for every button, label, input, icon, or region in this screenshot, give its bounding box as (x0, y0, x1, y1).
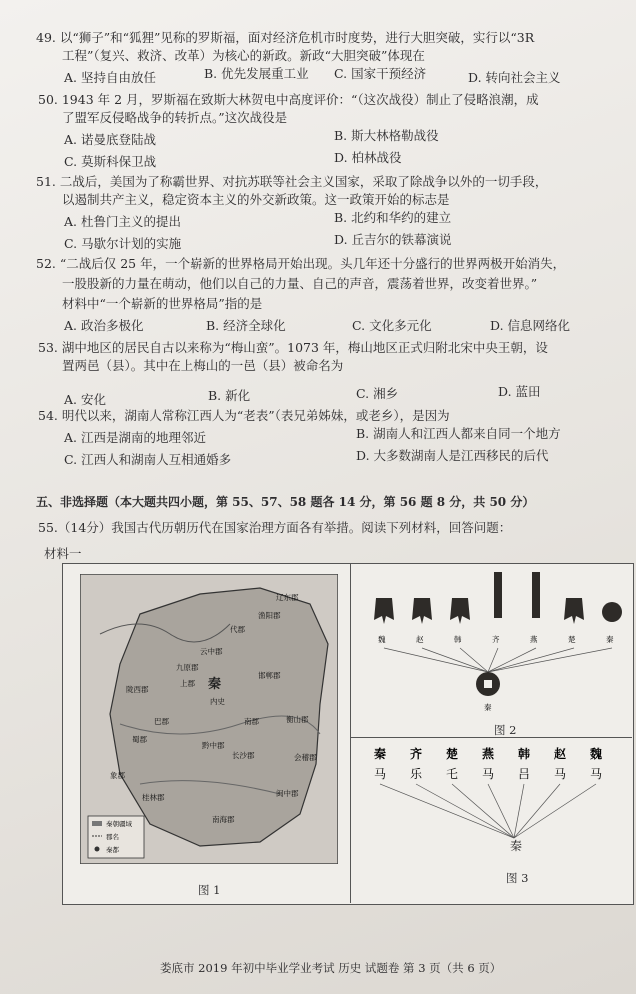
q49-option-a: A. 坚持自由放任 (64, 70, 156, 85)
legend-item-1: 秦朝疆域 (106, 820, 132, 828)
script-glyph: 马 (482, 767, 495, 781)
script-state-label: 赵 (554, 747, 567, 761)
q50-option-b: B. 斯大林格勒战役 (334, 128, 439, 143)
q50-stem-line1: 50. 1943 年 2 月，罗斯福在致斯大林贺电中高度评价：“（这次战役）制止了侵略浪潮，成 (38, 92, 539, 107)
map-label: 桂林郡 (142, 793, 165, 802)
script-state-label: 楚 (446, 747, 459, 761)
coin-state-label: 魏 (378, 635, 386, 644)
map-label: 会稽郡 (294, 753, 317, 762)
q50-option-d: D. 柏林战役 (334, 150, 402, 165)
q51-stem-line2: 以遏制共产主义，稳定资本主义的外交新政策。这一政策开始的标志是 (62, 192, 450, 207)
q50-stem-line2: 了盟军反侵略战争的转折点。”这次战役是 (62, 110, 288, 125)
q52-option-a: A. 政治多极化 (64, 318, 144, 333)
map-center-label: 秦 (208, 677, 222, 692)
script-glyph: 吕 (518, 767, 531, 781)
coin-state-label: 楚 (568, 635, 576, 644)
script-connector (416, 784, 514, 838)
script-glyph: 马 (374, 767, 387, 781)
map-label: 黔中郡 (202, 741, 225, 750)
q49-option-b: B. 优先发展重工业 (204, 66, 309, 81)
script-bottom-label: 秦 (510, 839, 523, 853)
map-label: 云中郡 (200, 647, 223, 656)
q49-option-c: C. 国家干预经济 (334, 66, 427, 81)
map-label: 象郡 (110, 771, 125, 780)
coin-shape (450, 598, 470, 624)
q49-stem-line1: 49. 以“狮子”和“狐狸”见称的罗斯福，面对经济危机市时度势，进行大胆突破，实行以“3R (36, 30, 535, 45)
q52-stem-line2: 一股股新的力量在萌动，他们以自己的力量、自己的声音，震荡着世界，改变着世界。” (62, 276, 538, 291)
coin-connector (488, 648, 498, 672)
q50-option-c: C. 莫斯科保卫战 (64, 154, 157, 169)
script-glyph: 乇 (446, 767, 459, 781)
script-state-label: 秦 (374, 747, 387, 761)
fig1-caption: 图 1 (198, 883, 221, 897)
map-label: 闽中郡 (276, 789, 299, 798)
q49-option-d: D. 转向社会主义 (468, 70, 561, 85)
coin-diagram (360, 568, 626, 734)
coin-shape (412, 598, 432, 624)
fig3-caption: 图 3 (506, 871, 529, 885)
coin-connector (422, 648, 488, 672)
q51-option-c: C. 马歇尔计划的实施 (64, 236, 182, 251)
figure-divider-vertical (350, 563, 351, 903)
q51-option-a: A. 杜鲁门主义的提出 (64, 214, 181, 229)
q54-option-d: D. 大多数湖南人是江西移民的后代 (356, 448, 549, 463)
script-glyph: 乐 (410, 767, 423, 781)
q51-stem-line1: 51. 二战后，美国为了称霸世界、对抗苏联等社会主义国家，采取了除战争以外的一切手段， (36, 174, 548, 189)
coin-shape (532, 572, 540, 618)
legend-item-3: 秦都 (106, 846, 119, 854)
q53-option-a: A. 安化 (64, 392, 106, 407)
q54-option-b: B. 湖南人和江西人都来自同一个地方 (356, 426, 561, 441)
script-state-label: 韩 (518, 747, 531, 761)
script-connector (452, 784, 514, 838)
script-connector (514, 784, 560, 838)
map-label: 巴郡 (154, 717, 169, 726)
q53-stem-line1: 53. 湖中地区的居民自古以来称为“梅山蛮”。1073 年，梅山地区正式归附北宋中央王朝，设 (38, 340, 548, 355)
coin-state-label: 齐 (492, 635, 500, 644)
script-connector (380, 784, 514, 838)
qin-map (80, 574, 338, 864)
script-connector (488, 784, 514, 838)
script-glyph: 马 (554, 767, 567, 781)
coin-bottom-label: 秦 (484, 703, 492, 712)
map-label: 南郡 (244, 717, 259, 726)
map-label: 九原郡 (176, 663, 199, 672)
script-connector (514, 784, 596, 838)
q55-stem: 55.（14分）我国古代历朝历代在国家治理方面各有举措。阅读下列材料，回答问题： (38, 520, 512, 535)
q53-option-d: D. 蓝田 (498, 384, 541, 399)
figure-divider-horizontal (350, 737, 632, 738)
map-label: 代郡 (230, 625, 245, 634)
map-label: 陇西郡 (126, 685, 149, 694)
q51-option-d: D. 丘吉尔的铁幕演说 (334, 232, 452, 247)
page-footer: 娄底市 2019 年初中毕业学业考试 历史 试题卷 第 3 页（共 6 页） (160, 961, 502, 975)
map-label: 邯郸郡 (258, 671, 281, 680)
coin-state-label: 韩 (454, 635, 462, 644)
script-state-label: 燕 (482, 747, 495, 761)
q53-stem-line2: 置两邑（县）。其中在上梅山的一邑（县）被命名为 (62, 358, 344, 373)
coin-connector (384, 648, 488, 672)
q51-option-b: B. 北约和华约的建立 (334, 210, 452, 225)
map-label: 南海郡 (212, 815, 235, 824)
q54-stem-line1: 54. 明代以来，湖南人常称江西人为“老表”（表兄弟姊妹，或老乡），是因为 (38, 408, 450, 423)
q52-option-d: D. 信息网络化 (490, 318, 571, 333)
coin-connector (488, 648, 612, 672)
coin-state-label: 秦 (606, 635, 614, 644)
script-state-label: 齐 (410, 747, 423, 761)
q53-option-b: B. 新化 (208, 388, 251, 403)
q52-option-b: B. 经济全球化 (206, 318, 286, 333)
material-one-label: 材料一 (44, 546, 82, 561)
q54-option-c: C. 江西人和湖南人互相通婚多 (64, 452, 232, 467)
section5-header: 五、非选择题（本大题共四小题，第 55、57、58 题各 14 分，第 56 题 8 分，共 50 分） (36, 495, 535, 509)
q49-stem-line2: 工程”（复兴、救济、改革）为核心的新政。新政“大胆突破”体现在 (62, 48, 425, 63)
script-connector (514, 784, 524, 838)
coin-shape (374, 598, 394, 624)
coin-shape (494, 572, 502, 618)
map-label: 衡山郡 (286, 715, 309, 724)
q52-stem-line3: 材料中“一个崭新的世界格局”指的是 (62, 296, 263, 311)
coin-shape (602, 602, 622, 622)
script-diagram (360, 742, 626, 872)
legend-item-2: 郡名 (106, 833, 119, 841)
coin-connector (488, 648, 536, 672)
q53-option-c: C. 湘乡 (356, 386, 399, 401)
script-state-label: 魏 (590, 747, 603, 761)
coin-connector (488, 648, 574, 672)
fig2-caption: 图 2 (494, 723, 517, 737)
map-label: 辽东郡 (276, 593, 299, 602)
coin-shape (564, 598, 584, 624)
coin-state-label: 燕 (530, 635, 538, 644)
map-label: 渔阳郡 (258, 611, 281, 620)
coin-connector (460, 648, 488, 672)
q52-option-c: C. 文化多元化 (352, 318, 432, 333)
map-label: 蜀郡 (132, 735, 147, 744)
map-label: 内史 (210, 697, 225, 706)
coin-state-label: 赵 (416, 635, 424, 644)
map-label: 上郡 (180, 679, 195, 688)
q54-option-a: A. 江西是湖南的地理邻近 (64, 430, 206, 445)
script-glyph: 马 (590, 767, 603, 781)
q52-stem-line1: 52. “二战后仅 25 年，一个崭新的世界格局开始出现。头几年还十分盛行的世界两极开始消失， (36, 256, 566, 271)
map-label: 长沙郡 (232, 751, 255, 760)
q50-option-a: A. 诺曼底登陆战 (64, 132, 156, 147)
